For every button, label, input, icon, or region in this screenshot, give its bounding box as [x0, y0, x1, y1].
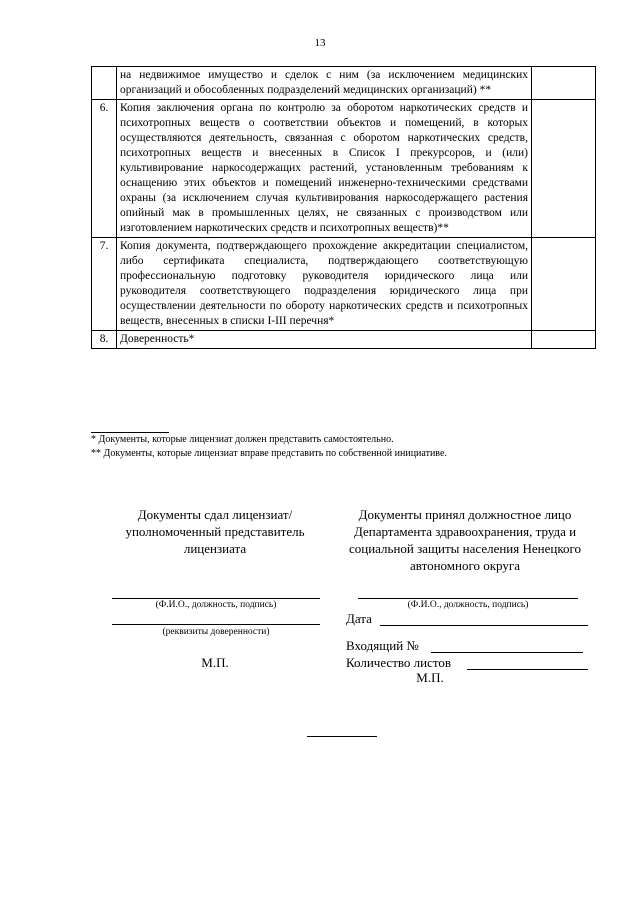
- footnote-required: * Документы, которые лицензиат должен представить самостоятельно.: [91, 434, 394, 445]
- row-number: [92, 67, 117, 100]
- row-extra-cell: [532, 67, 596, 100]
- row-text: Копия документа, подтверждающего прохождение аккредитации специалистом, либо сертификата специалиста, подтверждающего соответствующую профессиональную подготовку руководителя юридического лица или руководителя соответствующего подразделения юридического лица при осуществлении деятельности по обороту наркотических средств и психотропных веществ, внесенных в списки I-III перечня*: [117, 238, 532, 331]
- date-field-line: [380, 625, 588, 626]
- incoming-number-label: Входящий №: [346, 638, 419, 653]
- sheet-count-line: [467, 669, 588, 670]
- table-row: [92, 100, 596, 238]
- submitter-signature-line: [112, 598, 320, 599]
- end-of-document-rule: [307, 736, 377, 737]
- official-signature-line: [358, 598, 578, 599]
- row-extra-cell: [532, 100, 596, 238]
- submitter-signature-caption: (Ф.И.О., должность, подпись): [155, 600, 277, 610]
- row-number: 7.: [92, 238, 117, 331]
- row-text: Копия заключения органа по контролю за оборотом наркотических средств и психотропных веществ о соответствии объектов и помещений, в которых осуществляются деятельность, связанная с оборотом наркотических средств, психотропных веществ и внесенных в Список I прекурсоров, и (или) культивирование наркосодержащих растений, установленным требованиям к оснащению этих объектов и помещений инженерно-техническими средствами охраны (за исключением случая культивирования наркосодержащего растения опийный мак в промышленных целях, не связанных с производством или изготовлением наркотических средств и психотропных веществ)**: [117, 100, 532, 238]
- row-number: 8.: [92, 331, 117, 349]
- footnote-optional: ** Документы, которые лицензиат вправе представить по собственной инициативе.: [91, 448, 447, 459]
- row-extra-cell: [532, 331, 596, 349]
- table-row: [92, 331, 596, 349]
- row-extra-cell: [532, 238, 596, 331]
- official-signature-caption: (Ф.И.О., должность, подпись): [407, 600, 529, 610]
- accepted-by-heading: Документы принял должностное лицо Департамента здравоохранения, труда и социальной защиты населения Ненецкого автономного округа: [348, 507, 582, 573]
- row-number: 6.: [92, 100, 117, 238]
- official-stamp-mark: М.П.: [416, 670, 444, 685]
- power-of-attorney-line: [112, 624, 320, 625]
- documents-table: [91, 66, 596, 349]
- incoming-number-line: [431, 652, 583, 653]
- submitted-by-heading: Документы сдал лицензиат/уполномоченный представитель лицензиата: [125, 507, 305, 556]
- page-number: 13: [314, 37, 326, 49]
- date-label: Дата: [346, 611, 372, 626]
- power-of-attorney-caption: (реквизиты доверенности): [162, 627, 270, 637]
- row-text: Доверенность*: [117, 331, 532, 349]
- table-row: [92, 238, 596, 331]
- footnote-divider: [91, 432, 169, 433]
- sheet-count-label: Количество листов: [346, 655, 452, 670]
- row-text: на недвижимое имущество и сделок с ним (за исключением медицинских организаций и обособленных подразделений медицинских организаций) **: [117, 67, 532, 100]
- table-row: [92, 67, 596, 100]
- submitter-stamp-mark: М.П.: [201, 655, 229, 670]
